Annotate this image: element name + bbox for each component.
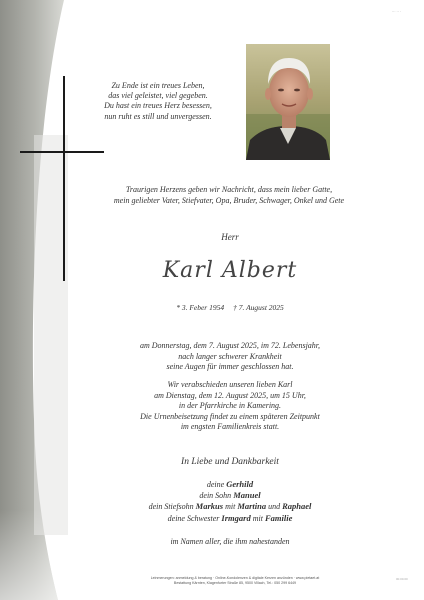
passing-notice [90, 341, 370, 373]
passing-line: nach langer schwerer Krankheit [178, 351, 282, 361]
funeral-line: Die Urnenbeisetzung findet zu einem späteren Zeitpunkt [140, 411, 320, 421]
funeral-line: am Dienstag, dem 12. August 2025, um 15 Uhr, [154, 390, 306, 400]
footer-line: Bestattung Kärnten, Klagenfurter Straße 85, 9500 Villach, Tel.: 050 299 6449 [173, 581, 297, 585]
passing-line: am Donnerstag, dem 7. August 2025, im 72. Lebensjahr, [139, 341, 321, 350]
poem-line: Zu Ende ist ein treues Leben, [111, 81, 205, 90]
corner-mark: ··· ·· · [392, 10, 401, 14]
mourner-name: Familie [264, 512, 293, 523]
print-mark: 00.00.00 [396, 577, 408, 581]
funeral-notice [90, 380, 370, 433]
mourner-prefix: dein Stiefsohn [148, 502, 194, 512]
mourner-name: Martina [237, 501, 267, 512]
closing-line: im Namen aller, die ihm nahestanden [170, 537, 290, 546]
mourner-prefix: deine [206, 480, 225, 489]
footer-imprint [100, 576, 370, 586]
mourners-list [90, 479, 370, 524]
thanks-heading: In Liebe und Dankbarkeit [181, 457, 279, 467]
mourner-connector: mit [225, 502, 236, 512]
deceased-name: Karl Albert [162, 258, 298, 283]
announcement-intro [68, 184, 390, 206]
intro-line: Traurigen Herzens geben wir Nachricht, dass mein lieber Gatte, [125, 185, 333, 194]
footer-line: Leinmerungen: anmeldung & beratung · Online-Kondolenzen & digitale Kerzen anzünden · www.pietaet.at [150, 576, 320, 580]
cross-horizontal-bar [20, 151, 104, 153]
birth-date: * 3. Feber 1954 [176, 303, 225, 312]
mourner-line [90, 479, 370, 490]
cross-vertical-bar [63, 76, 65, 281]
mourner-line [90, 513, 370, 524]
mourner-line [90, 490, 370, 501]
mourner-name: Raphael [282, 501, 312, 512]
death-date: † 7. August 2025 [233, 303, 284, 312]
poem-line: nun ruht es still und unvergessen. [104, 111, 212, 121]
mourner-name: Irmgard [221, 512, 251, 523]
poem-line: das viel geleistet, viel gegeben. [108, 91, 208, 101]
portrait-photo [246, 44, 330, 160]
mourner-name: Gerhild [226, 479, 254, 489]
life-dates [120, 303, 340, 312]
funeral-line: Wir verabschieden unseren lieben Karl [167, 380, 293, 389]
memorial-poem [80, 81, 236, 122]
mourner-connector: und [268, 502, 281, 512]
mourner-prefix: deine Schwester [167, 513, 220, 523]
mourner-name: Markus [195, 501, 224, 512]
mourner-connector: mit [252, 513, 263, 523]
funeral-line: im engsten Familienkreis statt. [180, 422, 280, 432]
decorative-gray-band [0, 0, 80, 600]
funeral-line: in der Pfarrkirche in Kamering. [178, 401, 282, 411]
intro-line: mein geliebter Vater, Stiefvater, Opa, Bruder, Schwager, Onkel und Gete [113, 196, 345, 205]
poem-line: Du hast ein treues Herz besessen, [104, 101, 212, 111]
mourner-line [90, 501, 370, 512]
passing-line: seine Augen für immer geschlossen hat. [166, 362, 294, 372]
mourner-prefix: dein Sohn [199, 491, 232, 501]
mourner-name: Manuel [233, 490, 261, 501]
salutation: Herr [221, 232, 239, 242]
